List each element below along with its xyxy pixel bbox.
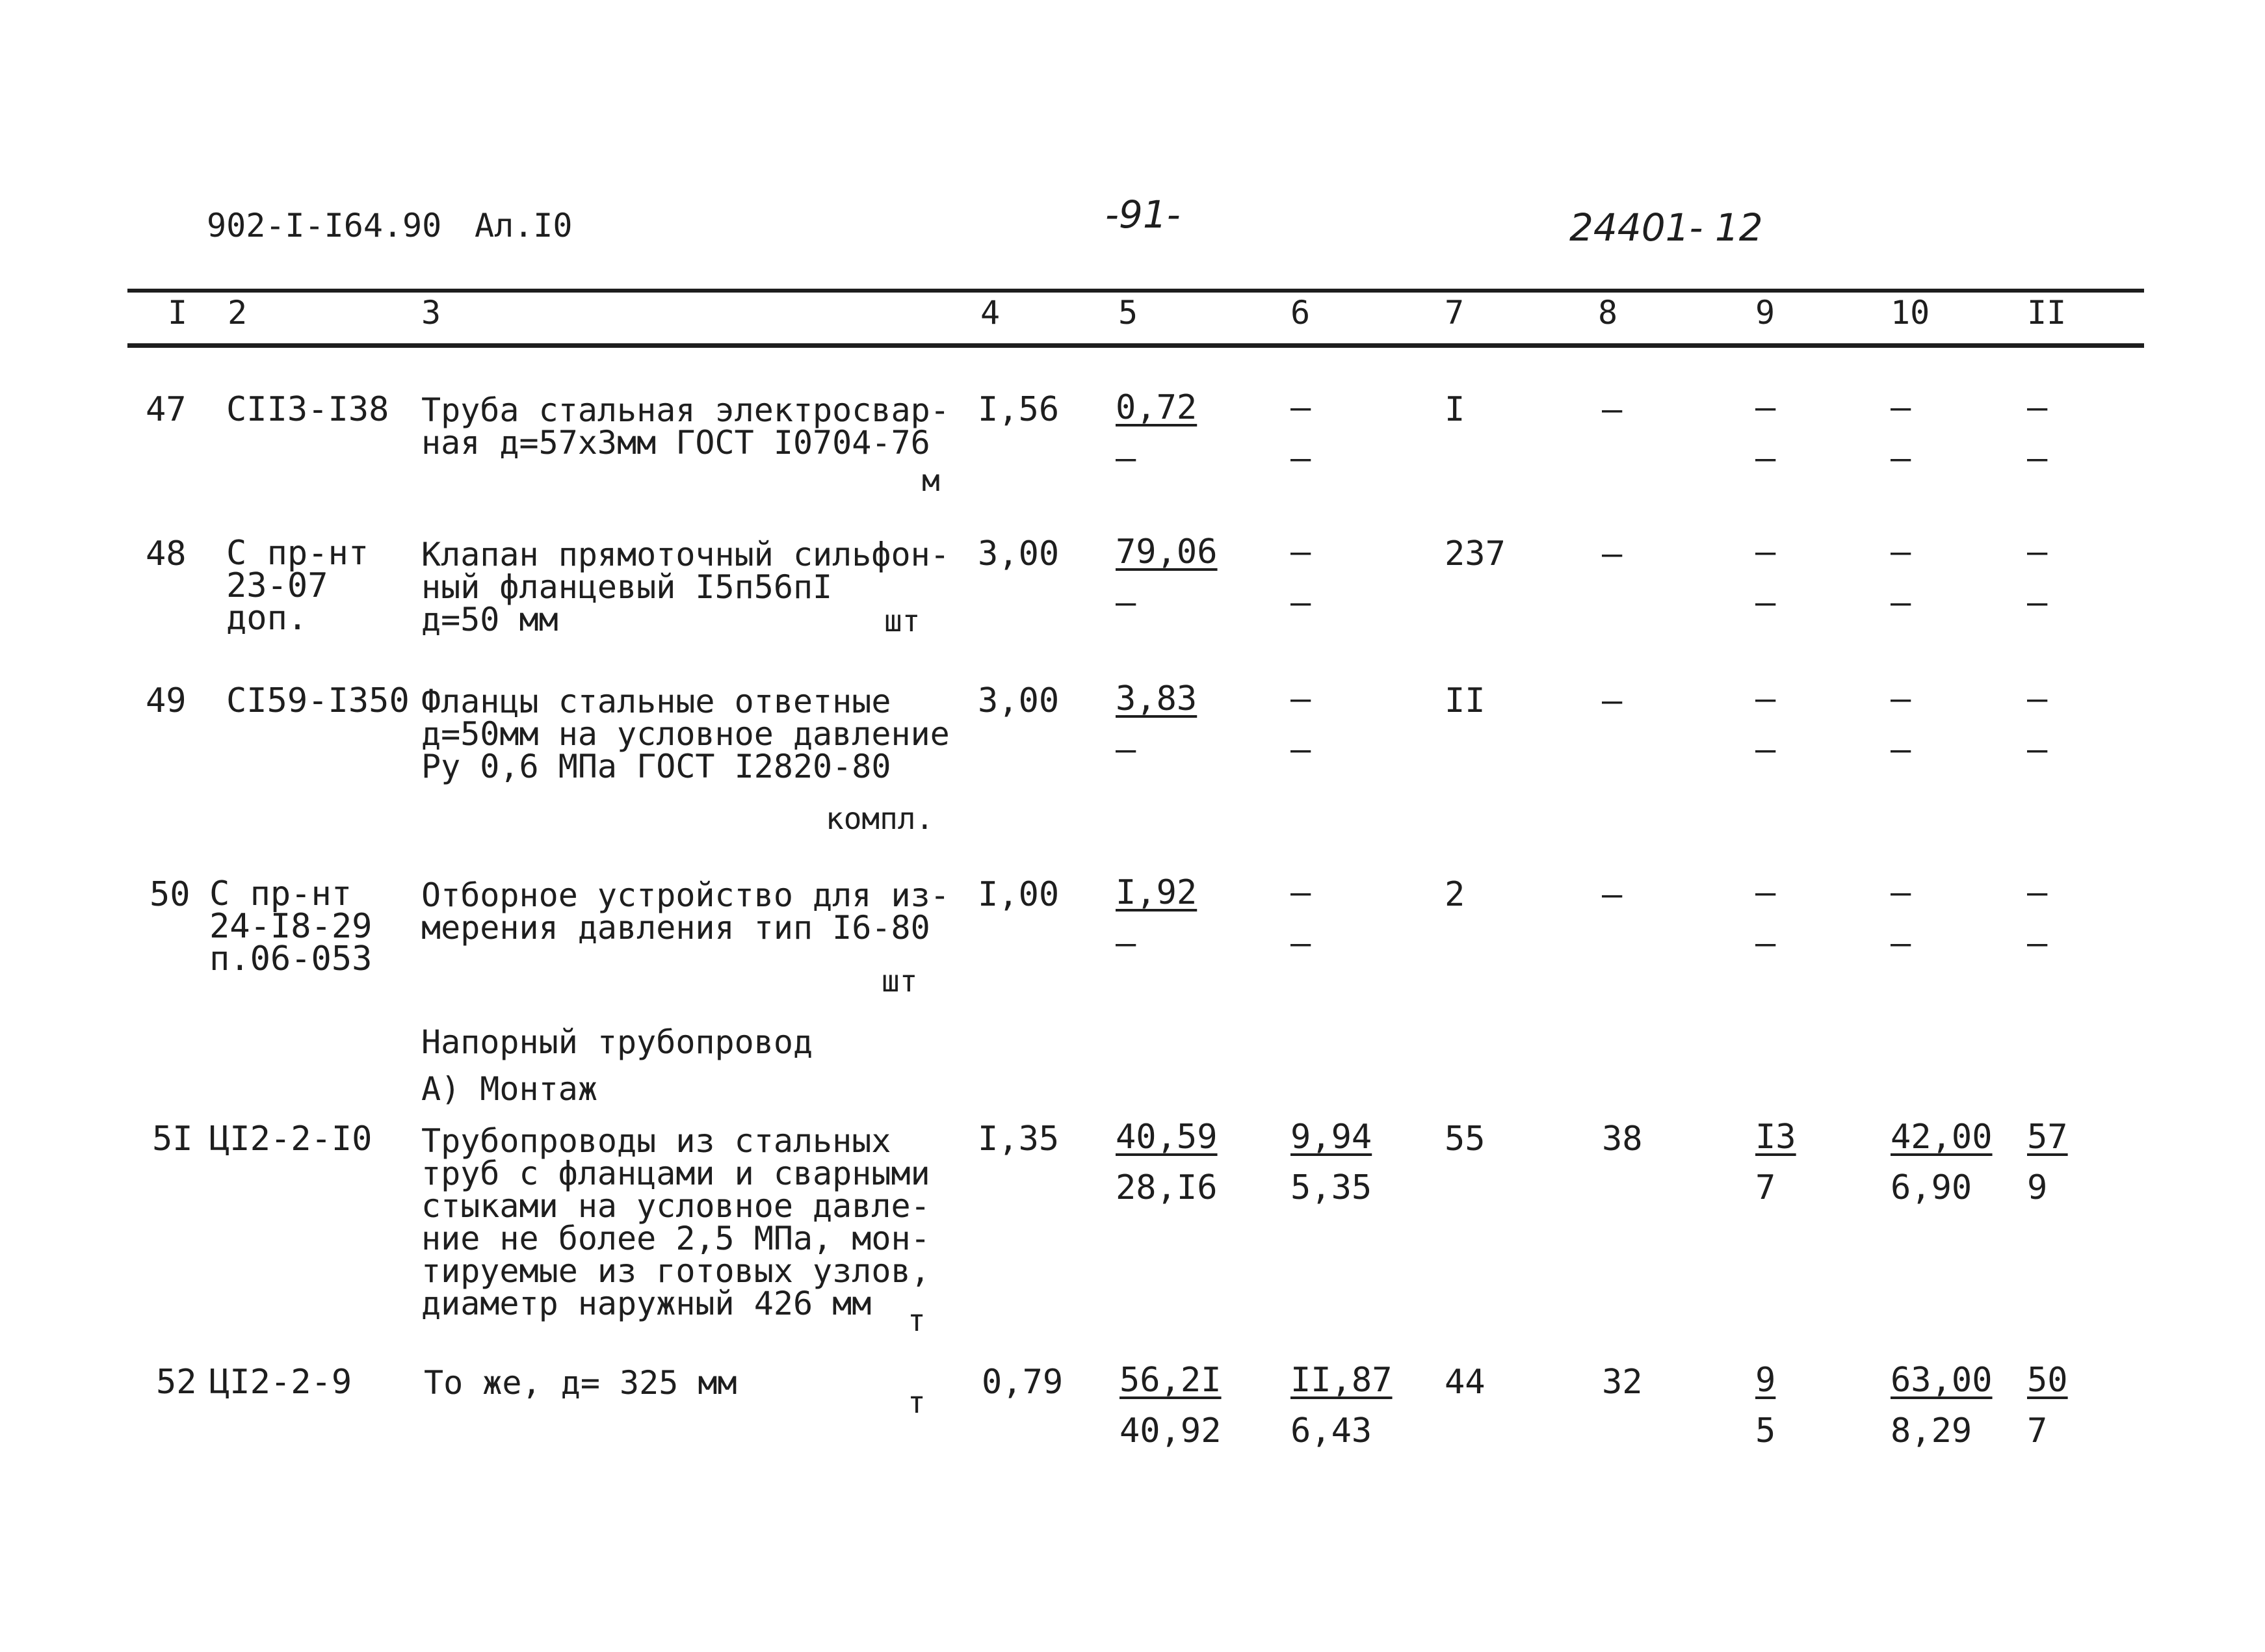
value-col11: $\frac{50}{7}$ <box>2027 1361 2068 1450</box>
value-col6: $\frac{9,94}{5,35}$ <box>1290 1118 1372 1207</box>
value-col8: – <box>1602 390 1623 429</box>
description: Фланцы стальные ответные д=50мм на условное давление Ру 0,6 МПа ГОСТ I2820-80 <box>421 683 950 785</box>
value-col10: – – <box>1891 873 1911 963</box>
code: С пр-нт 23-07 доп. <box>226 534 369 638</box>
value-col5: 79,06 – <box>1116 532 1218 622</box>
page-number: -91- <box>1105 192 1181 237</box>
row-number: 5I <box>152 1120 193 1159</box>
value-col9: $\frac{9}{5}$ <box>1755 1361 1776 1450</box>
coefficient: 0,79 <box>982 1363 1064 1402</box>
value-col6: – – <box>1290 532 1311 622</box>
unit: шт <box>882 964 918 999</box>
code: ЦI2-2-9 <box>209 1363 352 1402</box>
coefficient: I,00 <box>978 875 1060 914</box>
description: То же, д= 325 мм <box>424 1364 737 1402</box>
column-number-3: 3 <box>421 294 441 332</box>
row-number: 48 <box>146 534 187 573</box>
row-number: 52 <box>156 1363 197 1402</box>
value-col8: – <box>1602 681 1623 720</box>
table-header-rule <box>127 343 2144 348</box>
value-col11: – – <box>2027 532 2048 622</box>
column-number-2: 2 <box>228 294 248 332</box>
sheet-code: 24401- 12 <box>1569 205 1763 250</box>
value-col5: $\frac{40,59}{28,I6}$ <box>1116 1118 1218 1207</box>
column-number-11: II <box>2027 294 2067 332</box>
album-number: Ал.I0 <box>475 207 573 244</box>
value-col7: II <box>1445 681 1486 720</box>
value-col11: – – <box>2027 679 2048 769</box>
unit: компл. <box>826 801 934 836</box>
value-col9: – – <box>1755 679 1776 769</box>
code: С пр-нт 24-I8-29 п.06-053 <box>209 874 373 978</box>
unit: шт <box>884 603 921 638</box>
value-col9: $\frac{I3}{7}$ <box>1755 1118 1796 1207</box>
column-number-8: 8 <box>1598 294 1618 332</box>
value-col9: – – <box>1755 532 1776 622</box>
value-col5: 3,83 – <box>1116 679 1198 769</box>
value-col8: – <box>1602 875 1623 914</box>
coefficient: I,56 <box>978 390 1060 429</box>
value-col10: $\frac{63,00}{8,29}$ <box>1891 1361 1993 1450</box>
value-col6: – – <box>1290 873 1311 963</box>
value-col8: 38 <box>1602 1120 1643 1159</box>
description: Труба стальная электросвар- ная д=57х3мм ГОСТ I0704-76 <box>421 391 950 462</box>
table-top-rule <box>127 289 2144 293</box>
value-col10: – – <box>1891 532 1911 622</box>
row-number: 49 <box>146 681 187 720</box>
section-title: Напорный трубопровод <box>421 1023 813 1061</box>
value-col5: I,92 – <box>1116 873 1198 963</box>
row-number: 50 <box>150 875 190 914</box>
description: Трубопроводы из стальных труб с фланцами и сварными стыками на условное давле- ние не более 2,5 МПа, мон- тируемые из готовых узлов, диаметр наружный 426 мм <box>421 1122 930 1322</box>
value-col7: 55 <box>1445 1120 1486 1159</box>
value-col10: – – <box>1891 679 1911 769</box>
value-col11: – – <box>2027 388 2048 478</box>
unit: т <box>908 1303 926 1338</box>
column-number-9: 9 <box>1755 294 1775 332</box>
value-col10: – – <box>1891 388 1911 478</box>
value-col6: – – <box>1290 679 1311 769</box>
value-col8: 32 <box>1602 1363 1643 1402</box>
row-number: 47 <box>146 390 187 429</box>
code: СI59-I350 <box>226 681 410 720</box>
code: СII3-I38 <box>226 390 389 429</box>
value-col11: $\frac{57}{9}$ <box>2027 1118 2068 1207</box>
value-col7: 2 <box>1445 875 1465 914</box>
value-col6: – – <box>1290 388 1311 478</box>
coefficient: 3,00 <box>978 534 1060 573</box>
doc-code: 902-I-I64.90 <box>207 207 442 244</box>
coefficient: I,35 <box>978 1120 1060 1159</box>
code: ЦI2-2-I0 <box>209 1120 373 1159</box>
value-col11: – – <box>2027 873 2048 963</box>
column-number-6: 6 <box>1290 294 1311 332</box>
column-number-4: 4 <box>980 294 1001 332</box>
unit: т <box>908 1385 926 1420</box>
description: Клапан прямоточный сильфон- ный фланцевый I5п56пI д=50 мм <box>421 536 950 638</box>
description: Отборное устройство для из- мерения давления тип I6-80 <box>421 876 950 947</box>
unit: м <box>922 463 940 498</box>
column-number-5: 5 <box>1118 294 1138 332</box>
value-col7: 44 <box>1445 1363 1486 1402</box>
column-number-10: 10 <box>1891 294 1930 332</box>
value-col5: 0,72 – <box>1116 388 1198 478</box>
value-col8: – <box>1602 534 1623 573</box>
coefficient: 3,00 <box>978 681 1060 720</box>
value-col7: I <box>1445 390 1465 429</box>
value-col5: $\frac{56,2I}{40,92}$ <box>1119 1361 1222 1450</box>
section-subtitle: А) Монтаж <box>421 1070 597 1108</box>
value-col9: – – <box>1755 388 1776 478</box>
value-col10: $\frac{42,00}{6,90}$ <box>1891 1118 1993 1207</box>
value-col7: 237 <box>1445 534 1506 573</box>
value-col9: – – <box>1755 873 1776 963</box>
column-number-1: I <box>168 294 188 332</box>
column-number-7: 7 <box>1445 294 1465 332</box>
value-col6: $\frac{II,87}{6,43}$ <box>1290 1361 1393 1450</box>
